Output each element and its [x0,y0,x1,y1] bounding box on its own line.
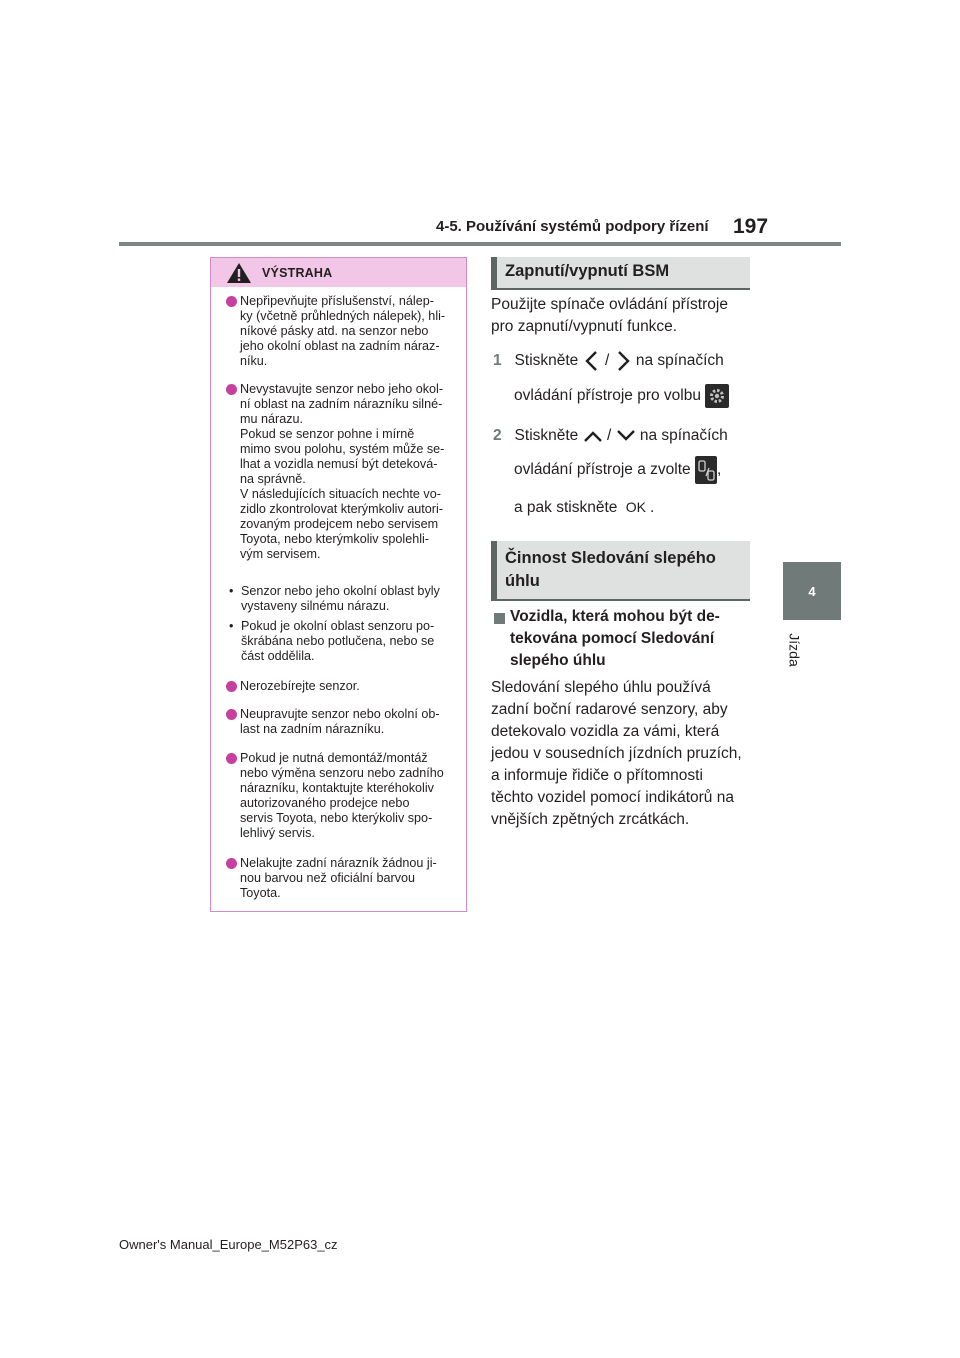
chapter-tab [783,562,841,620]
header-rule [119,242,841,246]
bullet-icon [226,709,237,720]
warning-item: Neupravujte senzor nebo okolní ob- last na zadním nárazníku. [226,707,466,737]
section-heading-bsm: Zapnutí/vypnutí BSM [491,257,750,289]
warning-box [210,257,467,912]
warning-triangle-icon [226,262,252,284]
warning-item: Nepřipevňujte příslušenství, nálep- ky (včetně průhledných nálepek), hli- níkové pásky atd. na senzor nebo jeho okolní oblast na zadním náraz- níku. [226,294,466,369]
bullet-icon [226,296,237,307]
step-1-line1: 1 Stiskněte / na spínačích [493,350,755,372]
warning-subitem: • Pokud je okolní oblast senzoru po- škrábána nebo potlučena, nebo se část oddělila. [229,619,435,663]
warning-header [211,258,466,287]
sub-heading: Vozidla, která mohou být de- tekována pomocí Sledování slepého úhlu [510,608,720,669]
section-heading-rule [491,599,750,601]
footer-text: Owner's Manual_Europe_M52P63_cz [119,1237,338,1252]
step-number: 1 [493,352,502,370]
step-2-line2: ovládání přístroje a zvolte , [514,456,754,484]
bullet-icon [226,858,237,869]
chevron-down-icon [616,429,636,443]
step-number: 2 [493,427,502,444]
warning-subitem: • Senzor nebo jeho okolní oblast byly vystaveny silnému nárazu. [229,584,440,613]
warning-item: Nerozebírejte senzor. [226,679,466,694]
chapter-name: Jízda [786,633,803,667]
warning-item: Nelakujte zadní nárazník žádnou ji- nou barvou než oficiální barvou Toyota. [226,856,466,901]
ok-button-symbol: OK [625,499,646,515]
section-heading-operation: Činnost Sledování slepého úhlu [491,541,750,599]
warning-item: Nevystavujte senzor nebo jeho okol- ní oblast na zadním nárazníku silné- mu nárazu. Pokud se senzor pohne i mírně mimo svou polohu, systém může se- lhat a vozidla nemusí být deteková- na správně. V následujících situacích nechte vo- zidlo zkontrolovat kterýmkoliv autori- zovaným prodejcem nebo servisem Toyota, nebo kterýmkoliv spolehli- vým servisem. [226,382,466,562]
page-number: 197 [733,215,769,238]
chapter-name-container [780,630,810,670]
bsm-indicator-icon [695,456,717,484]
step-2-line1: 2 Stiskněte / na spínačích [493,427,728,444]
chevron-right-icon [614,350,632,372]
bsm-intro: Použijte spínače ovládání přístroje pro zapnutí/vypnutí funkce. [491,296,728,335]
square-bullet-icon [494,613,505,624]
bullet-icon [226,384,237,395]
step-2-line3: a pak stiskněte OK . [514,496,754,519]
warning-item: Pokud je nutná demontáž/montáž nebo výměna senzoru nebo zadního nárazníku, kontaktujte kteréhokoliv autorizovaného prodejce nebo servis Toyota, nebo kterýkoliv spo- lehlivý servis. [226,751,466,841]
chevron-left-icon [583,350,601,372]
section-title: 4-5. Používání systémů podpory řízení [436,218,709,235]
chevron-up-icon [583,429,603,443]
warning-title: VÝSTRAHA [262,265,333,280]
section-heading-rule [491,288,750,290]
chapter-number: 4 [808,583,816,599]
settings-gear-icon [705,384,729,408]
operation-paragraph: Sledování slepého úhlu používá zadní boční radarové senzory, aby detekovalo vozidla za vámi, která jedou v sousedních jízdních pruzích, a informuje řidiče o přítomnosti těchto vozidel pomocí indikátorů na vnějších zpětných zrcátkách. [491,679,742,828]
step-1-line2: ovládání přístroje pro volbu [514,384,754,408]
bullet-icon [226,753,237,764]
bullet-icon [226,681,237,692]
